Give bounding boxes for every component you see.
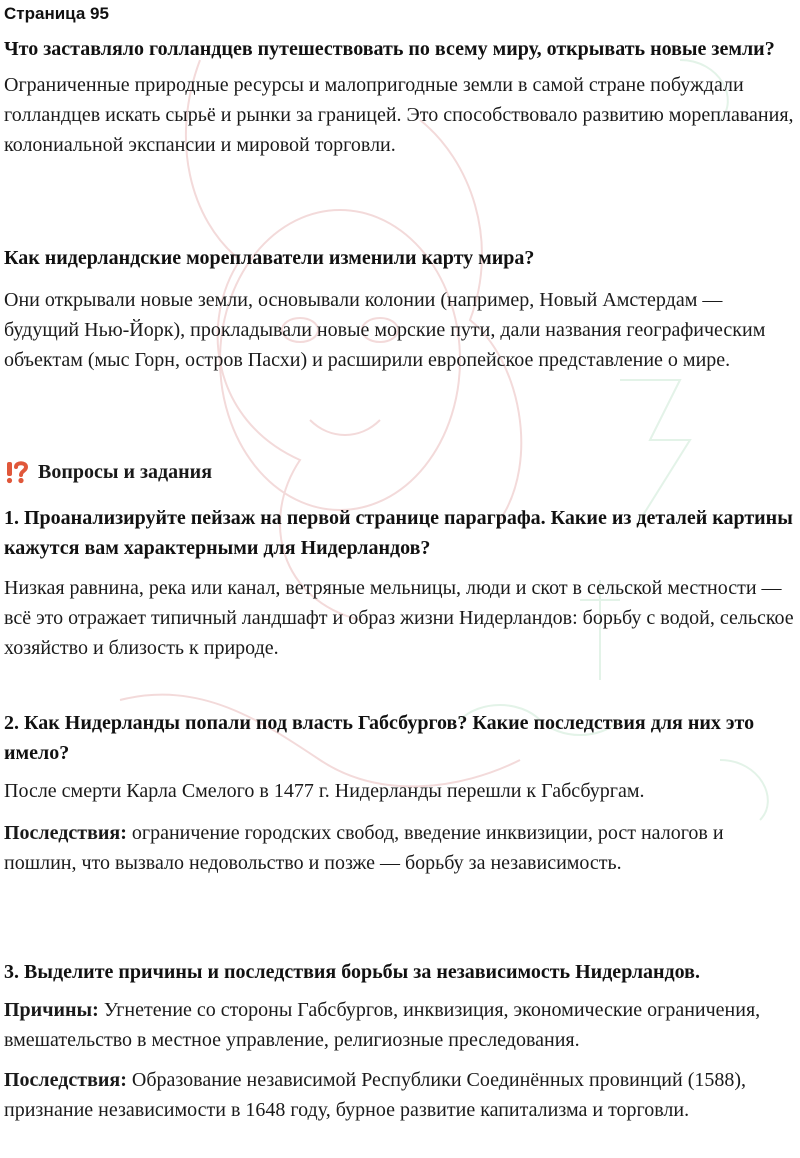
qa-block-2	[4, 243, 796, 375]
task-block-3	[4, 957, 796, 1125]
question-heading: Что заставляло голландцев путешествовать по всему миру, открывать новые земли?	[4, 38, 775, 60]
question-heading: Как нидерландские мореплаватели изменили карту мира?	[4, 247, 535, 269]
answer-text: Ограниченные природные ресурсы и малопригодные земли в самой стране побуждали голландцев искать сырьё и рынки за границей. Это способствовало развитию мореплавания, колониальной экспансии и мировой торговли.	[4, 74, 794, 156]
task-causes	[4, 995, 796, 1055]
section-title: Вопросы и задания	[38, 461, 213, 483]
page-title: Страница 95	[4, 4, 109, 23]
answer-text: Они открывали новые земли, основывали колонии (например, Новый Амстердам — будущий Нью-Йорк), прокладывали новые морские пути, дали названия географическим объектам (мыс Горн, остров Пасхи) и расширили европейское представление о мире.	[4, 289, 766, 371]
task-question: 3. Выделите причины и последствия борьбы за независимость Нидерландов.	[4, 961, 700, 983]
consequences-label: Последствия:	[4, 822, 127, 844]
task-block-1	[4, 503, 796, 663]
consequences-text: ограничение городских свобод, введение инквизиции, рост налогов и пошлин, что вызвало недовольство и позже — борьбу за независимость.	[4, 822, 724, 874]
task-consequences	[4, 1065, 796, 1125]
task-answer: Низкая равнина, река или канал, ветряные мельницы, люди и скот в сельской местности — всё это отражает типичный ландшафт и образ жизни Нидерландов: борьбу с водой, сельское хозяйство и близость к природе.	[4, 577, 794, 659]
task-consequences	[4, 818, 796, 878]
task-question: 1. Проанализируйте пейзаж на первой странице параграфа. Какие из деталей картины кажутся вам характерными для Нидерландов?	[4, 507, 793, 559]
task-answer: После смерти Карла Смелого в 1477 г. Нидерланды перешли к Габсбургам.	[4, 780, 645, 802]
task-question: 2. Как Нидерланды попали под власть Габсбургов? Какие последствия для них это имело?	[4, 712, 755, 764]
causes-label: Причины:	[4, 999, 99, 1021]
qa-block-1	[4, 34, 796, 160]
consequences-label: Последствия:	[4, 1069, 127, 1091]
consequences-text: Образование независимой Республики Соединённых провинций (1588), признание независимости в 1648 году, бурное развитие капитализма и торговли.	[4, 1069, 747, 1121]
task-block-2	[4, 708, 796, 878]
causes-text: Угнетение со стороны Габсбургов, инквизиция, экономические ограничения, вмешательство в местное управление, религиозные преследования.	[4, 999, 761, 1051]
section-heading	[4, 457, 212, 487]
exclamation-question-icon	[4, 460, 30, 484]
